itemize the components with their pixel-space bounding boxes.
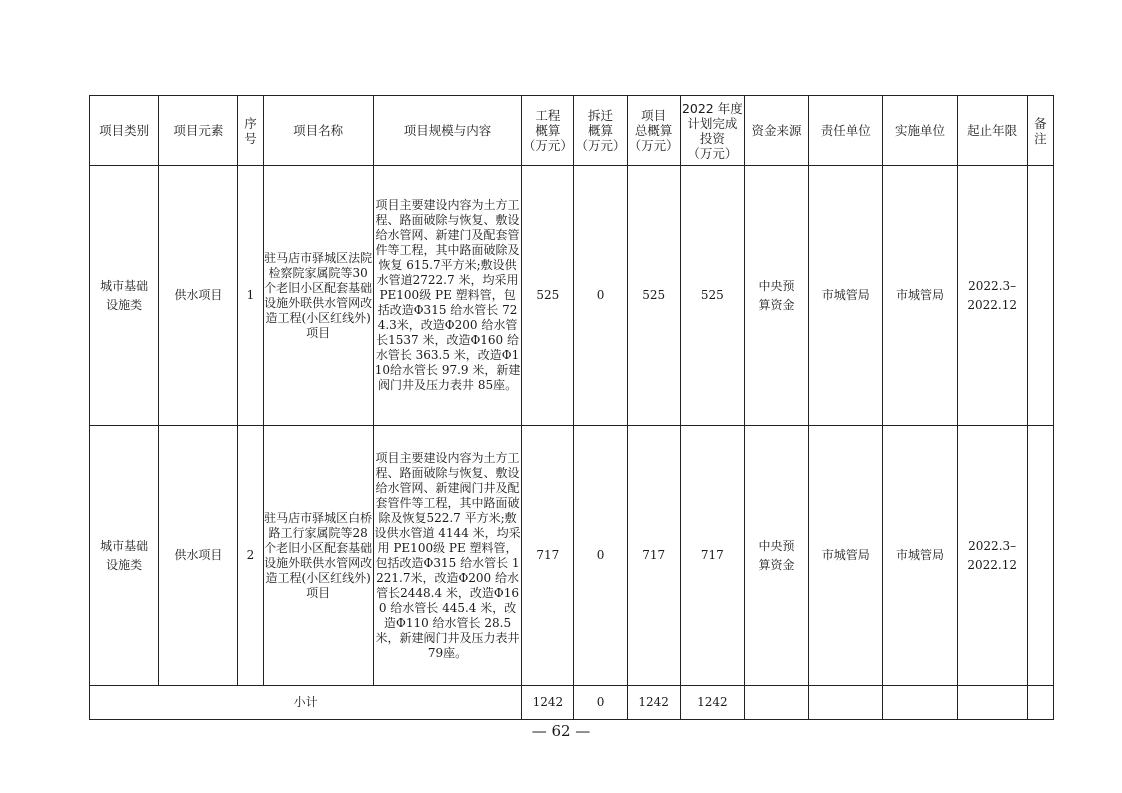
cell-note [1027,166,1053,426]
header-total-estimate [627,96,680,166]
header-eng-l3: （万元） [522,138,573,153]
cell-seq: 2 [238,426,263,686]
header-scope: 项目规模与内容 [373,96,521,166]
header-plan-l3: 投资 [699,130,725,146]
cell-fund: 中央预算资金 [744,166,808,426]
cell-scope: 项目主要建设内容为土方工程、路面破除与恢复、敷设给水管网、新建阀门井及配套管件等工程，其中路面破除及恢复522.7 平方米;敷设供水管道 4144 米，均采用 PE100级 PE 塑料管，包括改造Φ315 给水管长 1221.7米，改造Φ200 给水管长2448.4 米，改造Φ160 给水管长 445.4 米，改造Φ110 给水管长 28.5 米，新建阀门井及压力表井 79座。 [373,426,521,686]
cell-element: 供水项目 [159,426,238,686]
header-plan-l2: 计划完成 [687,115,738,131]
subtotal-impl [883,686,957,720]
cell-period-start: 2022.3– [968,278,1017,293]
cell-period-end: 2022.12 [967,297,1017,312]
subtotal-row [90,686,1054,720]
table-row [90,426,1054,686]
header-plan-l4: （万元） [687,145,738,161]
header-element: 项目元素 [159,96,238,166]
header-category: 项目类别 [90,96,159,166]
cell-category: 城市基础设施类 [90,166,159,426]
cell-plan: 525 [680,166,744,426]
header-period: 起止年限 [957,96,1027,166]
table-row [90,166,1054,426]
header-name: 项目名称 [263,96,373,166]
cell-eng: 525 [522,166,574,426]
cell-demo: 0 [574,166,627,426]
header-note-l2: 注 [1034,130,1047,146]
header-eng-l2: 概算 [535,123,561,138]
cell-element: 供水项目 [159,166,238,426]
header-engineering-estimate [522,96,574,166]
header-seq-l1: 序 [244,115,257,131]
subtotal-resp [809,686,883,720]
cell-total: 717 [627,426,680,686]
cell-impl: 市城管局 [883,426,957,686]
cell-period-end: 2022.12 [967,557,1017,572]
header-implementing-unit: 实施单位 [883,96,957,166]
project-table [89,95,1054,720]
subtotal-period [957,686,1027,720]
header-seq [238,96,263,166]
header-demo-l1: 拆迁 [588,108,614,123]
cell-category: 城市基础设施类 [90,426,159,686]
header-eng-l1: 工程 [535,108,561,123]
header-demolition-estimate [574,96,627,166]
header-note [1027,96,1053,166]
cell-scope: 项目主要建设内容为土方工程、路面破除与恢复、敷设给水管网、新建门及配套管件等工程，其中路面破除及恢复 615.7平方米;敷设供水管道2722.7 米，均采用 PE100级 PE 塑料管，包括改造Φ315 给水管长 724.3米，改造Φ200 给水管长1537 米，改造Φ160 给水管长 363.5 米，改造Φ110给水管长 97.9 米，新建阀门井及压力表井 85座。 [373,166,521,426]
header-note-l1: 备 [1034,115,1047,131]
cell-plan: 717 [680,426,744,686]
cell-resp: 市城管局 [809,426,883,686]
subtotal-demo: 0 [574,686,627,720]
cell-seq: 1 [238,166,263,426]
page-number: — 62 — [531,722,591,740]
header-plan-l1: 2022 年度 [681,100,743,116]
subtotal-total: 1242 [627,686,680,720]
header-total-l1: 项目 [641,108,667,123]
header-total-l2: 总概算 [634,123,673,138]
cell-eng: 717 [522,426,574,686]
cell-project-name: 驻马店市驿城区白桥路工行家属院等28 个老旧小区配套基础设施外联供水管网改造工程(小区红线外)项目 [263,426,373,686]
cell-fund: 中央预算资金 [744,426,808,686]
subtotal-note [1027,686,1053,720]
cell-total: 525 [627,166,680,426]
cell-period [957,426,1027,686]
header-fund-source: 资金来源 [744,96,808,166]
header-plan-investment [680,96,744,166]
header-seq-l2: 号 [244,130,257,146]
cell-impl: 市城管局 [883,166,957,426]
subtotal-fund [744,686,808,720]
cell-note [1027,426,1053,686]
subtotal-plan: 1242 [680,686,744,720]
header-total-l3: （万元） [628,138,679,153]
header-demo-l2: 概算 [588,123,614,138]
header-row [90,96,1054,166]
subtotal-label: 小计 [90,686,522,720]
cell-project-name: 驻马店市驿城区法院检察院家属院等30 个老旧小区配套基础设施外联供水管网改造工程(小区红线外)项目 [263,166,373,426]
cell-period [957,166,1027,426]
subtotal-eng: 1242 [522,686,574,720]
header-responsible-unit: 责任单位 [809,96,883,166]
cell-period-start: 2022.3– [968,538,1017,553]
cell-demo: 0 [574,426,627,686]
header-demo-l3: （万元） [575,138,626,153]
cell-resp: 市城管局 [809,166,883,426]
